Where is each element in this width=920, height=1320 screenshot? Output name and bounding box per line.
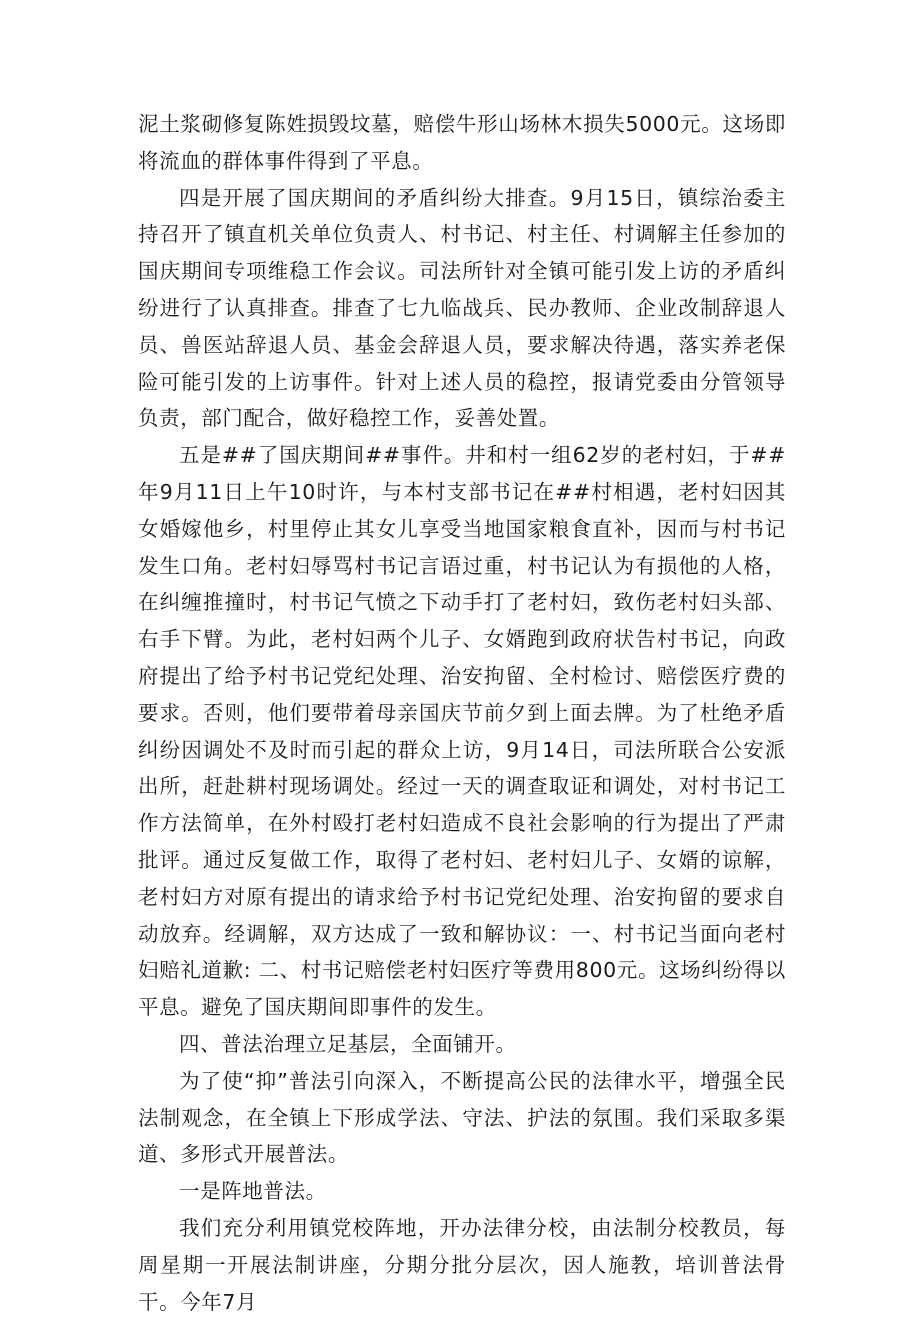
subheading: 一是阵地普法。 (179, 1179, 327, 1204)
paragraph-7: 我们充分利用镇党校阵地，开办法律分校，由法制分校教员，每周星期一开展法制讲座，分期分批分层次，因人施教，培训普法骨干。今年7月 (138, 1215, 786, 1314)
paragraph-2: 四是开展了国庆期间的矛盾纠纷大排查。9月15日，镇综治委主持召开了镇直机关单位负责人、村书记、村主任、村调解主任参加的国庆期间专项维稳工作会议。司法所针对全镇可能引发上访的矛盾纠纷进行了认真排查。排查了七九临战兵、民办教师、企业改制辞退人员、兽医站辞退人员、基金会辞退人员，要求解决待遇，落实养老保险可能引发的上访事件。针对上述人员的稳控，报请党委由分管领导负责，部门配合，做好稳控工作，妥善处置。 (138, 185, 786, 431)
paragraph-5: 为了使“抑”普法引向深入，不断提高公民的法律水平，增强全民法制观念，在全镇上下形成学法、守法、护法的氛围。我们采取多渠道、多形式开展普法。 (138, 1068, 786, 1167)
section-heading: 四、普法治理立足基层，全面铺开。 (179, 1031, 517, 1056)
document-body (138, 106, 786, 1320)
paragraph-3: 五是##了国庆期间##事件。井和村一组62岁的老村妇，于##年9月11日上午10时许，与本村支部书记在##村相遇，老村妇因其女婚嫁他乡，村里停止其女儿享受当地国家粮食直补，因而与村书记发生口角。老村妇辱骂村书记言语过重，村书记认为有损他的人格，在纠缠推撞时，村书记气愤之下动手打了老村妇，致伤老村妇头部、右手下臂。为此，老村妇两个儿子、女婿跑到政府状告村书记，向政府提出了给予村书记党纪处理、治安拘留、全村检讨、赔偿医疗费的要求。否则，他们要带着母亲国庆节前夕到上面去牌。为了杜绝矛盾纠纷因调处不及时而引起的群众上访，9月14日，司法所联合公安派出所，赶赴耕村现场调处。经过一天的调查取证和调处，对村书记工作方法简单，在外村殴打老村妇造成不良社会影响的行为提出了严肃批评。通过反复做工作，取得了老村妇、老村妇儿子、女婿的谅解，老村妇方对原有提出的请求给予村书记党纪处理、治安拘留的要求自动放弃。经调解，双方达成了一致和解协议：一、村书记当面向老村妇赔礼道歉: 二、村书记赔偿老村妇医疗等费用800元。这场纠纷得以平息。避免了国庆期间即事件的发生。 (138, 443, 786, 1020)
paragraph-1: 泥土浆砌修复陈姓损毁坟墓，赔偿牛形山场林木损失5000元。这场即将流血的群体事件得到了平息。 (138, 112, 786, 173)
